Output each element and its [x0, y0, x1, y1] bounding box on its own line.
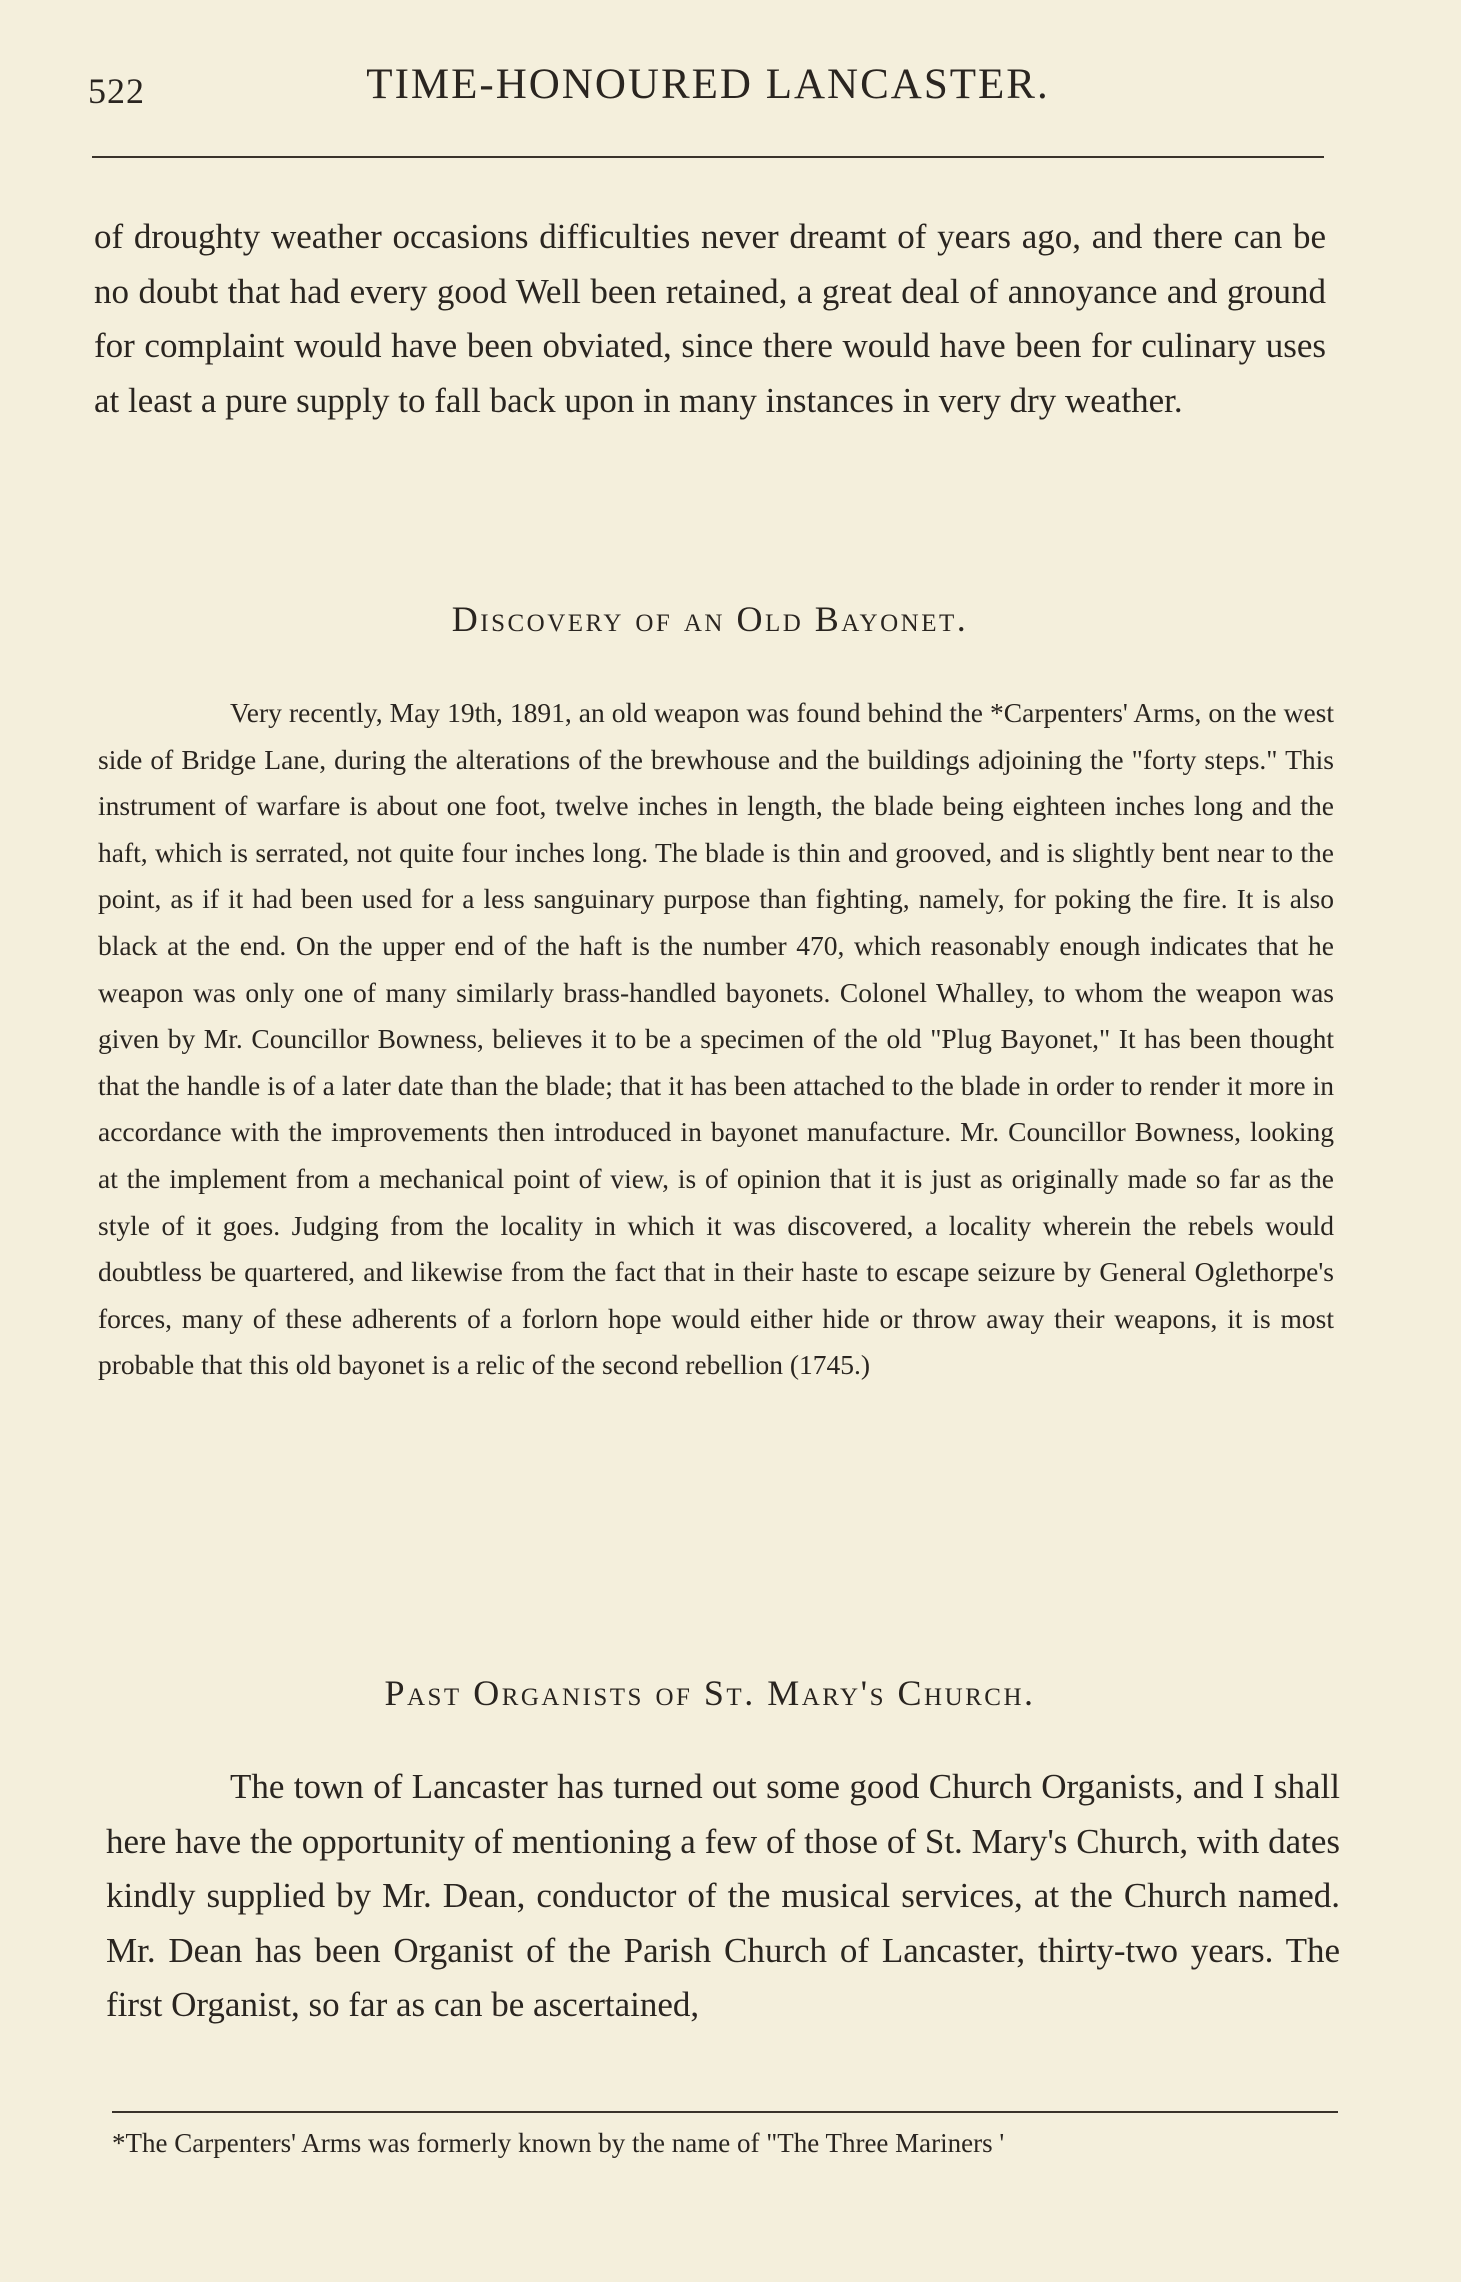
section-heading-bayonet: Discovery of an Old Bayonet. — [451, 599, 969, 639]
header-rule — [92, 156, 1324, 158]
section-heading-organists: Past Organists of St. Mary's Church. — [384, 1673, 1036, 1713]
running-head — [88, 58, 1328, 110]
continued-paragraph: of droughty weather occasions difficulties never dreamt of years ago, and there can be no doubt that had every good Well been retained, a great deal of annoyance and ground for complaint would have been obviated, since there would have been for culinary uses at least a pure supply to fall back upon in many instances in very dry weather. — [94, 217, 1326, 420]
footnote: *The Carpenters' Arms was formerly known by the name of "The Three Mariners ' — [112, 2128, 1005, 2158]
organists-paragraph: The town of Lancaster has turned out some good Church Organists, and I shall here have the opportunity of mentioning a few of those of St. Mary's Church, with dates kindly supplied by Mr. Dean, conductor of the musical services, at the Church named. Mr. Dean has been Organist of the Parish Church of Lancaster, thirty-two years. The first Organist, so far as can be ascertained, — [106, 1767, 1340, 2024]
running-title: TIME-HONOURED LANCASTER. — [366, 61, 1050, 108]
footnote-rule — [112, 2111, 1338, 2113]
bayonet-paragraph: Very recently, May 19th, 1891, an old weapon was found behind the *Carpenters' Arms, on the west side of Bridge Lane, during the alterations of the brewhouse and the buildings adjoining the "forty steps." This instrument of warfare is about one foot, twelve inches in length, the blade being eighteen inches long and the haft, which is serrated, not quite four inches long. The blade is thin and grooved, and is slightly bent near to the point, as if it had been used for a less sanguinary purpose than fighting, namely, for poking the fire. It is also black at the end. On the upper end of the haft is the number 470, which reasonably enough indicates that he weapon was only one of many similarly brass-handled bayonets. Colonel Whalley, to whom the weapon was given by Mr. Councillor Bowness, believes it to be a specimen of the old "Plug Bayonet," It has been thought that the handle is of a later date than the blade; that it has been attached to the blade in order to render it more in accordance with the improvements then introduced in bayonet manufacture. Mr. Councillor Bowness, looking at the implement from a mechanical point of view, is of opinion that it is just as originally made so far as the style of it goes. Judging from the locality in which it was discovered, a locality wherein the rebels would doubtless be quartered, and likewise from the fact that in their haste to escape seizure by General Oglethorpe's forces, many of these adherents of a forlorn hope would either hide or throw away their weapons, it is most probable that this old bayonet is a relic of the second rebellion (1745.) — [98, 697, 1334, 1381]
page-number: 522 — [88, 71, 145, 111]
